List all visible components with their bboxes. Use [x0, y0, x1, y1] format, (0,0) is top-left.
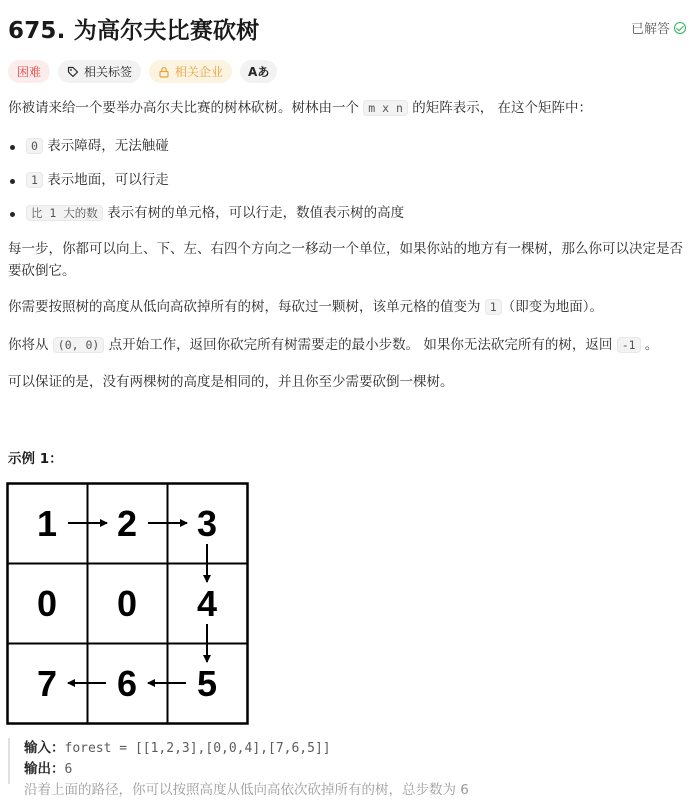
tag-icon [67, 66, 79, 78]
bullet-text: 表示障碍，无法触碰 [42, 138, 169, 154]
example-io-block [8, 738, 692, 798]
grid-cell: 1 [36, 503, 58, 544]
order-text-b: （即变为地面）。 [501, 299, 603, 315]
input-label: 输入： [24, 740, 65, 756]
grid-cell: 0 [36, 583, 58, 624]
output-label: 输出： [24, 761, 65, 777]
input-line [24, 738, 692, 759]
grid-cell: 7 [36, 663, 58, 704]
check-circle-icon [674, 22, 686, 34]
bullet-code: 0 [26, 138, 43, 154]
start-code-2: -1 [617, 337, 641, 353]
intro-paragraph [8, 98, 688, 120]
grid-cell: 4 [196, 583, 218, 624]
difficulty-badge[interactable] [8, 60, 50, 83]
example-grid-figure [6, 482, 249, 725]
related-companies-button[interactable] [149, 60, 232, 83]
problem-header [8, 12, 692, 44]
start-text-b: 点开始工作，返回你砍完所有树需要走的最小步数。 如果你无法砍完所有的树，返回 [104, 337, 617, 353]
grid-cell: 0 [116, 583, 138, 624]
order-code: 1 [485, 299, 502, 315]
forest-grid [6, 482, 249, 725]
list-item [8, 170, 688, 192]
start-text-a: 你将从 [8, 337, 53, 353]
related-companies-label: 相关企业 [175, 65, 224, 79]
output-value: 6 [64, 762, 73, 777]
example-title: 示例 1： [8, 451, 63, 467]
grid-cell: 3 [196, 503, 218, 544]
intro-text-b: 的矩阵表示， 在这个矩阵中： [407, 100, 593, 116]
difficulty-label: 困难 [17, 65, 42, 79]
problem-title: 675. 为高尔夫比赛砍树 [8, 18, 260, 44]
list-item [8, 136, 688, 158]
bullet-code: 1 [26, 172, 43, 188]
grid-cell: 6 [116, 663, 138, 704]
start-text-c: 。 [640, 337, 659, 353]
lock-icon [158, 66, 170, 78]
start-code: (0, 0) [53, 337, 105, 353]
grid-cell: 5 [196, 663, 218, 704]
related-tags-button[interactable] [58, 60, 141, 83]
related-tags-label: 相关标签 [84, 65, 133, 79]
explanation-line: 沿着上面的路径，你可以按照高度从低向高依次砍掉所有的树，总步数为 6 [24, 782, 469, 798]
bullet-text: 表示地面，可以行走 [42, 172, 169, 188]
input-value: forest = [[1,2,3],[0,0,4],[7,6,5]] [64, 741, 331, 756]
bullet-text: 表示有树的单元格，可以行走，数值表示树的高度 [102, 205, 405, 221]
list-item [8, 203, 688, 225]
bullet-code: 比 1 大的数 [26, 205, 103, 221]
intro-text-a: 你被请来给一个要举办高尔夫比赛的树林砍树。树林由一个 [8, 100, 364, 116]
solved-label: 已解答 [630, 22, 670, 37]
tag-bar [8, 60, 277, 83]
order-paragraph [8, 297, 688, 319]
start-paragraph [8, 335, 688, 357]
solved-status[interactable] [631, 18, 686, 37]
step-paragraph: 每一步，你都可以向上、下、左、右四个方向之一移动一个单位，如果你站的地方有一棵树，那么你可以决定是否要砍倒它。 [8, 241, 683, 279]
grid-cell: 2 [116, 503, 138, 544]
intro-code: m x n [363, 100, 408, 116]
font-size-button[interactable] [240, 60, 277, 83]
output-line [24, 759, 692, 780]
order-text-a: 你需要按照树的高度从低向高砍掉所有的树，每砍过一颗树，该单元格的值变为 [8, 299, 485, 315]
guarantee-paragraph: 可以保证的是，没有两棵树的高度是相同的，并且你至少需要砍倒一棵树。 [8, 374, 454, 390]
font-size-icon: Aあ [248, 65, 270, 79]
